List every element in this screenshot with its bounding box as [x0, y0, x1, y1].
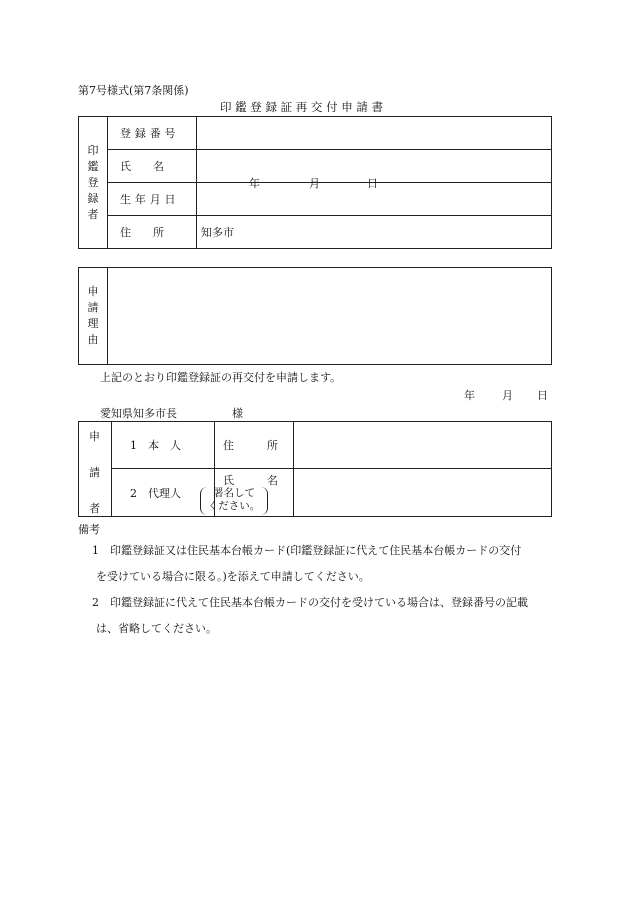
- date-month: 月: [502, 389, 513, 402]
- birth-field[interactable]: [197, 177, 552, 216]
- signature-note: 署名して ください。: [200, 487, 268, 515]
- remark-line-2: を受けている場合に限る。)を添えて申請してください。: [96, 570, 370, 583]
- applicant-address-label: 住 所: [215, 422, 294, 469]
- address-label: 住 所: [108, 216, 197, 249]
- applicant-table: [78, 421, 552, 517]
- applicant-side-label: 申 請 者: [79, 422, 112, 517]
- addressee: 愛知県知多市長: [100, 407, 177, 420]
- remark-line-4: は、省略してください。: [96, 622, 217, 635]
- reg-no-field[interactable]: [197, 117, 552, 150]
- applicant-self: 1 本 人: [112, 422, 215, 469]
- document-title: 印 鑑 登 録 証 再 交 付 申 請 書: [220, 100, 384, 114]
- registrant-table: [78, 116, 552, 249]
- reason-side-label: 申 請 理 由: [79, 268, 108, 365]
- addressee-suffix: 様: [232, 407, 243, 420]
- remark-line-1: 1 印鑑登録証又は住民基本台帳カード(印鑑登録証に代えて住民基本台帳カードの交付: [92, 544, 522, 557]
- applicant-agent: 2 代理人: [112, 469, 215, 517]
- form-number: 第7号様式(第7条関係): [78, 84, 189, 97]
- reason-field[interactable]: [108, 268, 552, 365]
- birth-year: 年: [249, 177, 260, 190]
- remarks-title: 備考: [78, 523, 100, 536]
- birth-label: 生年月日: [108, 183, 197, 216]
- name-label: 氏 名: [108, 150, 197, 183]
- statement: 上記のとおり印鑑登録証の再交付を申請します。: [100, 371, 342, 384]
- date-day: 日: [537, 389, 548, 402]
- address-field[interactable]: 知多市: [197, 216, 552, 249]
- registrant-side-label: 印 鑑 登 録 者: [79, 117, 108, 249]
- applicant-name-field[interactable]: [294, 469, 552, 517]
- applicant-name-label: 氏 名: [215, 469, 294, 517]
- applicant-address-field[interactable]: [294, 422, 552, 469]
- reg-no-label: 登録番号: [108, 117, 197, 150]
- reason-table: [78, 267, 552, 365]
- birth-day: 日: [367, 177, 378, 190]
- remark-line-3: 2 印鑑登録証に代えて住民基本台帳カードの交付を受けている場合は、登録番号の記載: [92, 596, 528, 609]
- birth-month: 月: [309, 177, 320, 190]
- date-year: 年: [464, 389, 475, 402]
